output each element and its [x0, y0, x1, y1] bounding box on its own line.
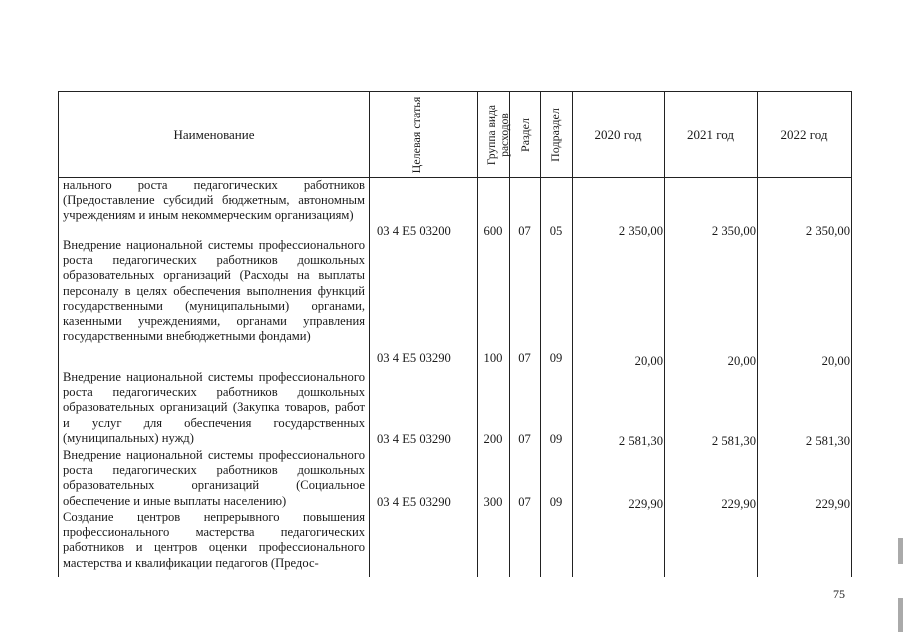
row-section: 07 — [518, 224, 531, 238]
row-2021: 229,90 — [721, 497, 756, 511]
row-2020: 2 581,30 — [618, 434, 663, 448]
row-2022: 229,90 — [815, 497, 850, 511]
header-2022: 2022 год — [780, 126, 828, 142]
row-section: 07 — [518, 432, 531, 446]
row-target: 03 4 E5 03200 — [377, 224, 451, 238]
budget-table — [58, 91, 852, 577]
row-2021: 20,00 — [727, 354, 756, 368]
row-subsection: 09 — [549, 432, 563, 446]
row-name: Создание центров непрерывного повышения профессионального мастерства педагогических работников и центров оценки профессионального мастерства и квалификации педагогов (Предос- — [63, 510, 365, 570]
header-group: Группа вида расходов — [486, 104, 511, 166]
row-2021: 2 581,30 — [711, 434, 756, 448]
header-name: Наименование — [173, 126, 255, 142]
scan-edge-mark — [898, 598, 903, 632]
header-2021: 2021 год — [687, 126, 734, 142]
row-name: Внедрение национальной системы профессионального роста педагогических работников дошкольных образовательных организаций (Социальное обеспечение и иные выплаты населению) — [63, 448, 365, 508]
row-name: Внедрение национальной системы профессионального роста педагогических работников дошкольных образовательных организаций (Закупка товаров, работ и услуг для обеспечения государственных (муниципальных) нужд) — [63, 370, 365, 445]
scan-edge-mark — [898, 538, 903, 564]
row-group: 100 — [483, 351, 503, 365]
row-name: Внедрение национальной системы профессионального роста педагогических работников дошкольных образовательных организаций (Расходы на выплаты персоналу в целях обеспечения выполнения функций государственными (муниципальными) органами, казенными учреждениями, органами управления государственными внебюджетными фондами) — [63, 238, 365, 344]
row-2020: 229,90 — [628, 497, 663, 511]
row-section: 07 — [518, 351, 531, 365]
row-name: нального роста педагогических работников (Предоставление субсидий бюджетным, автономным учреждениям и иным некоммерческим организациям) — [63, 178, 365, 223]
row-subsection: 09 — [549, 351, 563, 365]
row-target: 03 4 E5 03290 — [377, 432, 451, 446]
row-group: 300 — [483, 495, 503, 509]
row-2020: 20,00 — [634, 354, 663, 368]
row-2022: 20,00 — [821, 354, 850, 368]
row-2020: 2 350,00 — [618, 224, 663, 238]
row-section: 07 — [518, 495, 531, 509]
page-number: 75 — [833, 587, 845, 601]
row-subsection: 09 — [549, 495, 563, 509]
row-target: 03 4 E5 03290 — [377, 495, 451, 509]
header-2020: 2020 год — [594, 126, 642, 142]
row-2022: 2 581,30 — [805, 434, 850, 448]
row-subsection: 05 — [549, 224, 563, 238]
row-group: 200 — [483, 432, 503, 446]
row-target: 03 4 E5 03290 — [377, 351, 451, 365]
header-subsection: Подраздел — [548, 108, 562, 162]
row-2021: 2 350,00 — [711, 224, 756, 238]
column-divider — [369, 92, 370, 577]
header-section: Раздел — [518, 118, 532, 152]
row-2022: 2 350,00 — [805, 224, 850, 238]
row-group: 600 — [483, 224, 503, 238]
header-target: Целевая статья — [409, 96, 423, 174]
